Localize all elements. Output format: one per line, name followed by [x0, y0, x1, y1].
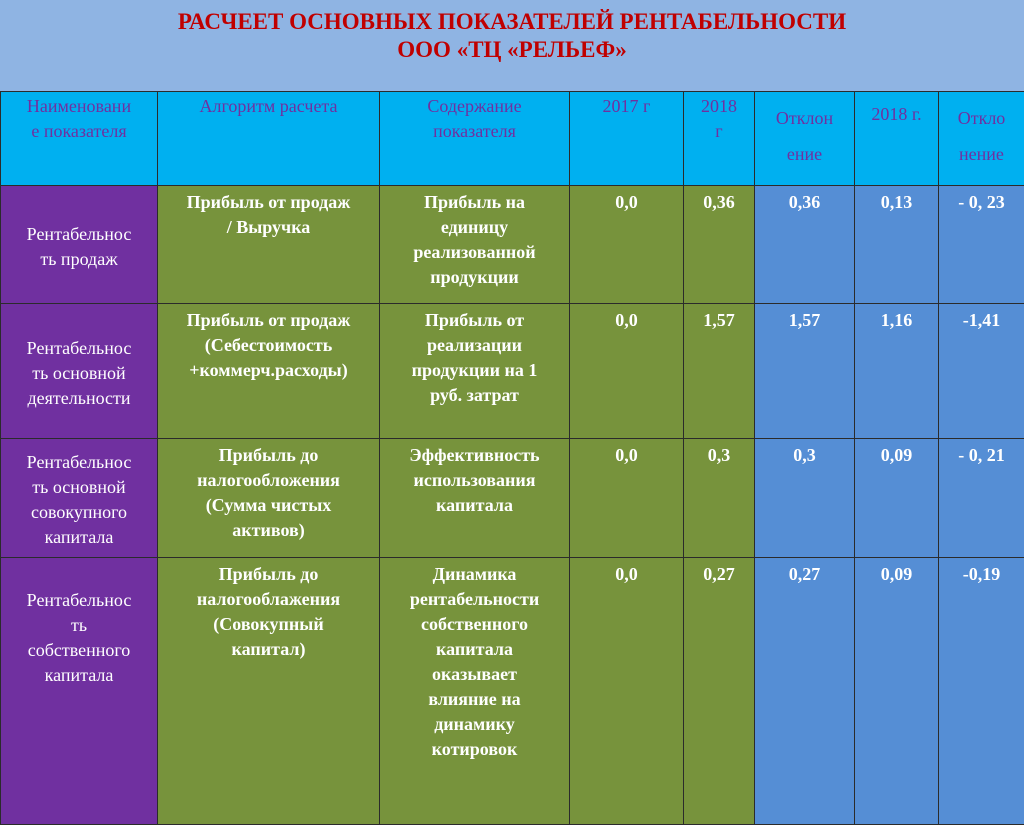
- header-row: [1, 92, 1024, 186]
- header-deviation-2: [939, 92, 1024, 186]
- table-row: [1, 439, 1024, 558]
- row-algorithm: Прибыль до налогооблажения (Совокупный капитал): [158, 558, 380, 825]
- row-value-2017: 0,0: [570, 558, 684, 825]
- row-value-2017: 0,0: [570, 439, 684, 558]
- row-algorithm: Прибыль до налогообложения (Сумма чистых активов): [158, 439, 380, 558]
- row-value-2018: 0,27: [684, 558, 755, 825]
- header-2018-line2: г: [684, 119, 754, 144]
- row-value-2018b: 0,09: [855, 558, 939, 825]
- row-value-2018: 0,36: [684, 186, 755, 304]
- row-name: Рентабельнос ть основной деятельности: [1, 304, 158, 439]
- row-content: Динамика рентабельности собственного капитала оказывает влияние на динамику котировок: [380, 558, 570, 825]
- header-deviation-1-line2: ение: [755, 136, 854, 172]
- title-line-2: ООО «ТЦ «РЕЛЬЕФ»: [0, 36, 1024, 64]
- table-row: [1, 304, 1024, 439]
- header-2018-line1: 2018: [684, 94, 754, 119]
- header-name-line1: Наименовани: [1, 94, 157, 119]
- header-deviation-2-line2: нение: [939, 136, 1024, 172]
- header-2018: [684, 92, 755, 186]
- row-value-2018b: 0,09: [855, 439, 939, 558]
- row-value-2018: 1,57: [684, 304, 755, 439]
- row-deviation-2: -1,41: [939, 304, 1024, 439]
- row-name: Рентабельнос ть продаж: [1, 186, 158, 304]
- row-deviation-2: - 0, 21: [939, 439, 1024, 558]
- table-row: [1, 186, 1024, 304]
- row-value-2018b: 1,16: [855, 304, 939, 439]
- row-algorithm: Прибыль от продаж (Себестоимость +коммерч.расходы): [158, 304, 380, 439]
- row-value-2017: 0,0: [570, 304, 684, 439]
- header-algorithm: Алгоритм расчета: [158, 92, 380, 186]
- header-content-line1: Содержание: [380, 94, 569, 119]
- row-name: Рентабельнос ть собственного капитала: [1, 558, 158, 825]
- row-content: Эффективность использования капитала: [380, 439, 570, 558]
- header-content: [380, 92, 570, 186]
- row-value-2018: 0,3: [684, 439, 755, 558]
- row-name: Рентабельнос ть основной совокупного капитала: [1, 439, 158, 558]
- header-2018b: 2018 г.: [855, 92, 939, 186]
- profitability-table: [0, 91, 1024, 825]
- row-value-2018b: 0,13: [855, 186, 939, 304]
- row-deviation-1: 0,3: [755, 439, 855, 558]
- header-name: [1, 92, 158, 186]
- header-deviation-2-line1: Откло: [939, 94, 1024, 136]
- row-deviation-2: - 0, 23: [939, 186, 1024, 304]
- header-deviation-1-line1: Отклон: [755, 94, 854, 136]
- header-content-line2: показателя: [380, 119, 569, 144]
- header-name-line2: е показателя: [1, 119, 157, 144]
- table-row: [1, 558, 1024, 825]
- row-deviation-2: -0,19: [939, 558, 1024, 825]
- title-line-1: РАСЧЕЕТ ОСНОВНЫХ ПОКАЗАТЕЛЕЙ РЕНТАБЕЛЬНОСТИ: [0, 0, 1024, 36]
- row-algorithm: Прибыль от продаж / Выручка: [158, 186, 380, 304]
- slide-title: [0, 0, 1024, 91]
- row-content: Прибыль на единицу реализованной продукции: [380, 186, 570, 304]
- row-value-2017: 0,0: [570, 186, 684, 304]
- header-2017: 2017 г: [570, 92, 684, 186]
- row-deviation-1: 1,57: [755, 304, 855, 439]
- header-deviation-1: [755, 92, 855, 186]
- row-deviation-1: 0,36: [755, 186, 855, 304]
- row-content: Прибыль от реализации продукции на 1 руб. затрат: [380, 304, 570, 439]
- row-deviation-1: 0,27: [755, 558, 855, 825]
